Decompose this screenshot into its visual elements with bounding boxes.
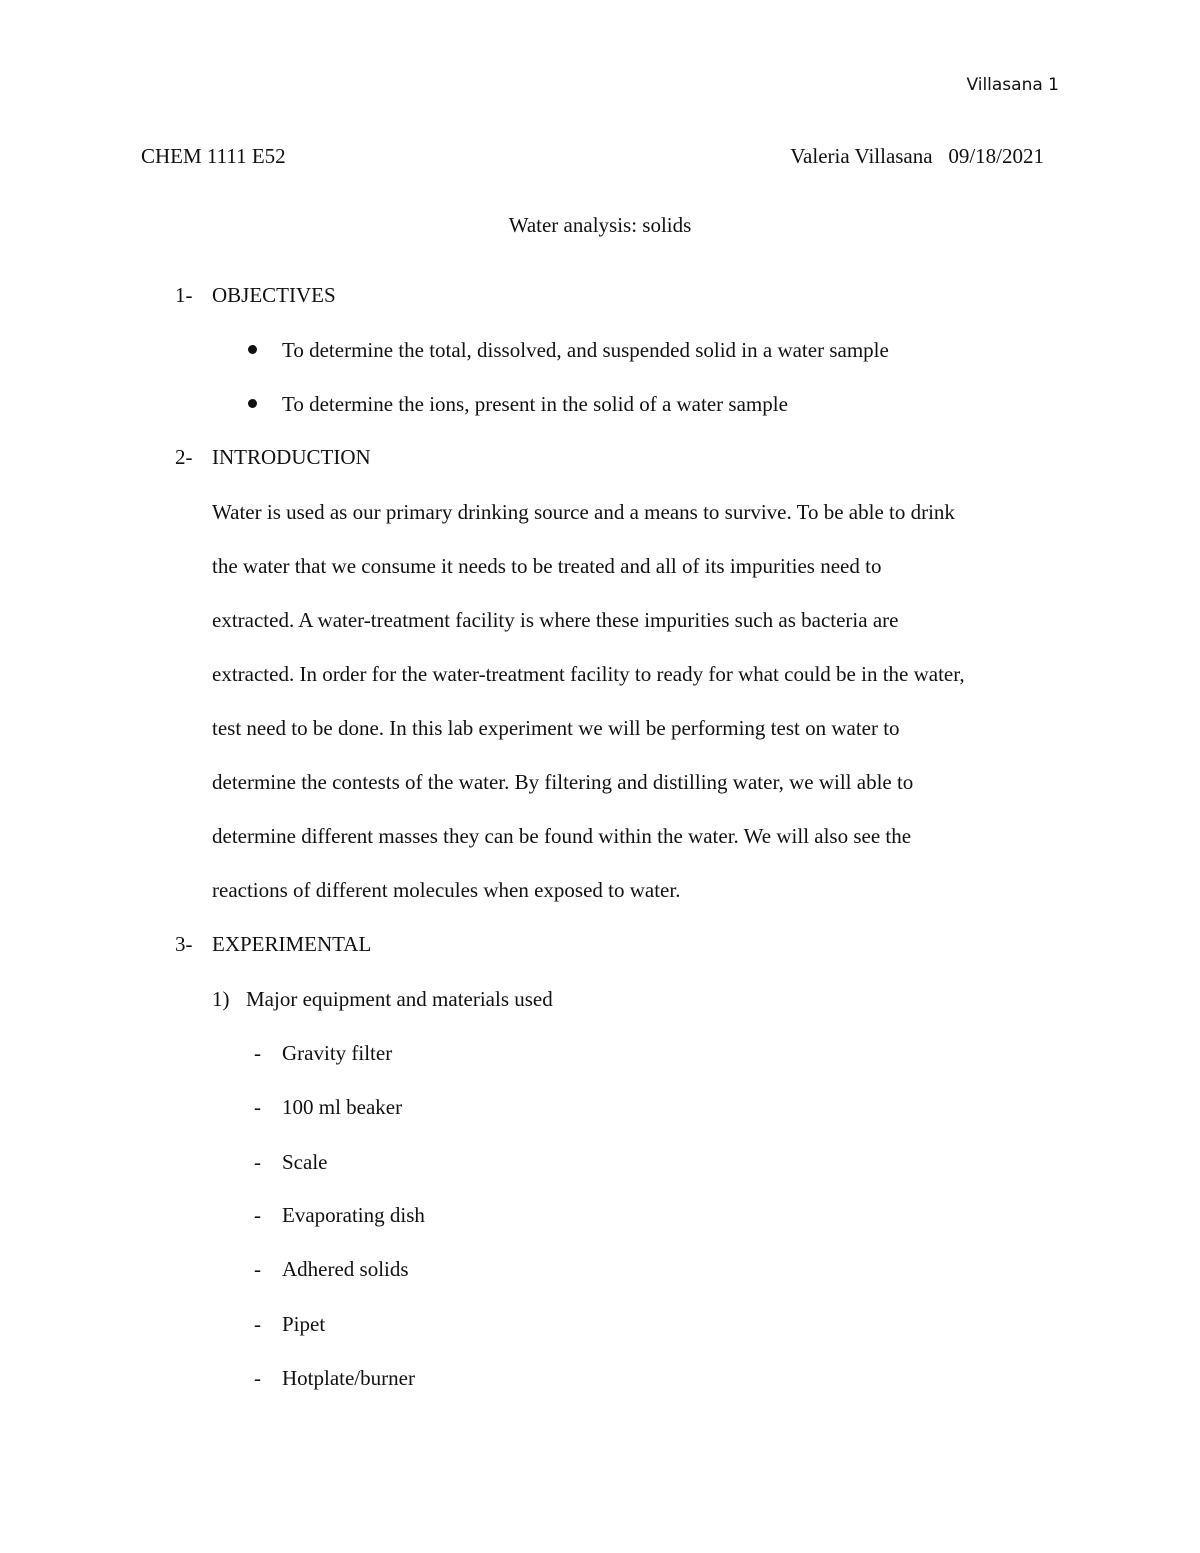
equipment-item: Adhered solids xyxy=(282,1257,409,1281)
dash-marker: - xyxy=(254,1257,261,1281)
equipment-item: Scale xyxy=(282,1150,328,1174)
course-code: CHEM 1111 E52 xyxy=(141,144,286,168)
intro-line: extracted. A water-treatment facility is where these impurities such as bacteria are xyxy=(212,608,899,632)
intro-line: extracted. In order for the water-treatment facility to ready for what could be in the water, xyxy=(212,662,965,686)
section-heading-introduction: INTRODUCTION xyxy=(212,445,371,469)
dash-marker: - xyxy=(254,1095,261,1119)
equipment-item: Gravity filter xyxy=(282,1041,393,1065)
dash-marker: - xyxy=(254,1041,261,1065)
bullet-icon xyxy=(248,345,257,354)
objective-item: To determine the total, dissolved, and suspended solid in a water sample xyxy=(282,338,889,362)
intro-line: determine the contests of the water. By filtering and distilling water, we will able to xyxy=(212,770,914,794)
dash-marker: - xyxy=(254,1366,261,1390)
section-heading-experimental: EXPERIMENTAL xyxy=(212,932,372,956)
running-head: Villasana 1 xyxy=(966,75,1059,95)
section-heading-objectives: OBJECTIVES xyxy=(212,283,336,307)
section-number-introduction: 2- xyxy=(175,445,193,469)
dash-marker: - xyxy=(254,1150,261,1174)
dash-marker: - xyxy=(254,1312,261,1336)
intro-line: determine different masses they can be found within the water. We will also see the xyxy=(212,824,912,848)
document-title: Water analysis: solids xyxy=(508,213,692,237)
equipment-item: 100 ml beaker xyxy=(282,1095,403,1119)
objective-item: To determine the ions, present in the solid of a water sample xyxy=(282,392,788,416)
intro-line: Water is used as our primary drinking source and a means to survive. To be able to drink xyxy=(212,500,955,524)
bullet-icon xyxy=(248,399,257,408)
equipment-item: Evaporating dish xyxy=(282,1203,425,1227)
section-number-experimental: 3- xyxy=(175,932,193,956)
subsection-heading: Major equipment and materials used xyxy=(246,987,553,1011)
equipment-item: Pipet xyxy=(282,1312,326,1336)
dash-marker: - xyxy=(254,1203,261,1227)
section-number-objectives: 1- xyxy=(175,283,193,307)
subsection-number: 1) xyxy=(212,987,230,1011)
intro-line: the water that we consume it needs to be treated and all of its impurities need to xyxy=(212,554,882,578)
equipment-item: Hotplate/burner xyxy=(282,1366,415,1390)
author-date: Valeria Villasana 09/18/2021 xyxy=(790,144,1044,168)
intro-line: reactions of different molecules when exposed to water. xyxy=(212,878,681,902)
intro-line: test need to be done. In this lab experiment we will be performing test on water to xyxy=(212,716,900,740)
